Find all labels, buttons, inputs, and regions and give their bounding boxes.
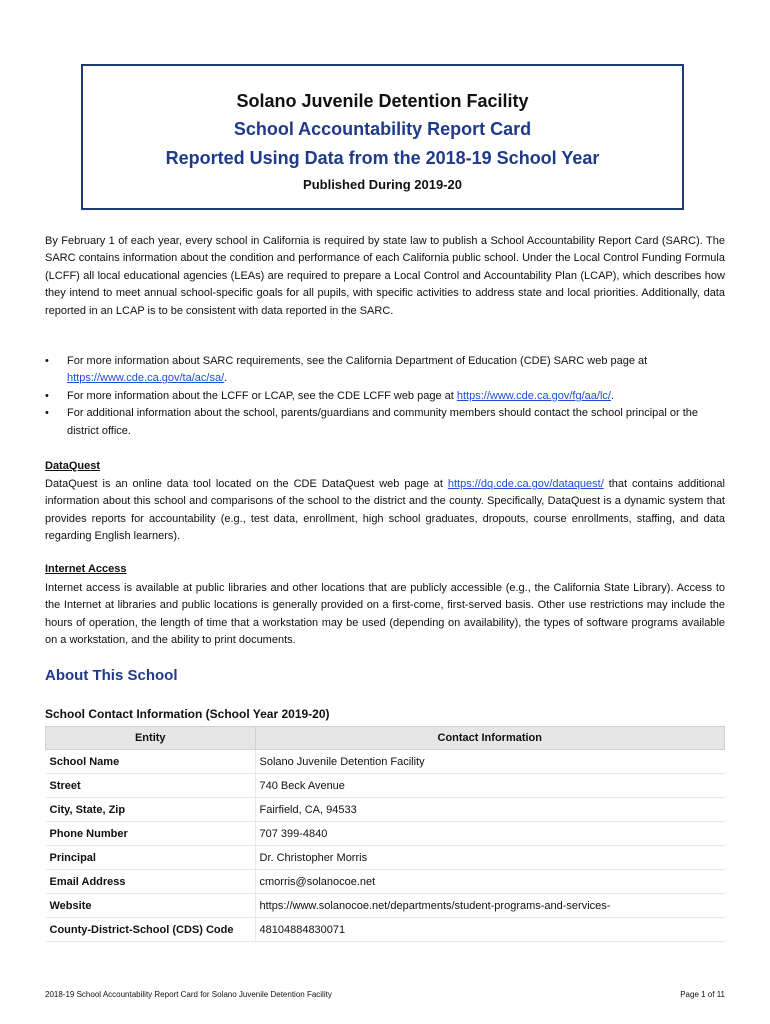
row-label: Website [46,894,256,918]
row-value: Dr. Christopher Morris [255,846,725,870]
row-label: City, State, Zip [46,798,256,822]
contact-table-title: School Contact Information (School Year 2019-20) [45,707,330,721]
table-header-row [46,727,725,750]
page-number: Page 1 of 11 [680,990,725,999]
row-label: Principal [46,846,256,870]
bullet-contact-text: For additional information about the school, parents/guardians and community members should contact the school principal or the district office. [67,407,699,437]
col-entity-header: Entity [46,727,256,750]
row-value: Solano Juvenile Detention Facility [255,750,725,774]
col-contact-header: Contact Information [255,727,725,750]
footer-title: 2018-19 School Accountability Report Card for Solano Juvenile Detention Facility [45,990,332,999]
dataquest-heading: DataQuest [45,460,101,472]
table-row [46,870,725,894]
bullet-lcff-end: . [610,389,615,402]
row-label: Street [46,774,256,798]
table-row [46,750,725,774]
published-date: Published During 2019-20 [303,177,462,192]
table-row [46,918,725,942]
row-value: Fairfield, CA, 94533 [255,798,725,822]
row-value: 707 399-4840 [255,822,725,846]
info-bullet-list [45,353,725,440]
title-box [81,64,684,210]
sarc-link[interactable]: https://www.cde.ca.gov/ta/ac/sa/ [67,372,225,385]
dataquest-link[interactable]: https://dq.cde.ca.gov/dataquest/ [447,478,604,490]
website-value[interactable]: https://www.solanocoe.net/departments/student-programs-and-services- [255,894,725,918]
bullet-contact [45,405,725,440]
row-value: 740 Beck Avenue [255,774,725,798]
bullet-lcff-text: For more information about the LCFF or LCAP, see the CDE LCFF web page at [67,389,457,402]
bullet-icon: • [45,407,49,420]
bullet-sarc-end: . [224,372,228,385]
table-row [46,894,725,918]
intro-paragraph: By February 1 of each year, every school in California is required by state law to publish a School Accountability Report Card (SARC). The SARC contains information about the condition and performance of each California public school. Under the Local Control Funding Formula (LCFF) all local educational agencies (LEAs) are required to prepare a Local Control and Accountability Plan (LCAP), which describes how they intend to meet annual school-specific goals for all pupils, with specific activities to address state and local priorities. Additionally, data reported in an LCAP is to be consistent with data reported in the SARC. [45,235,725,317]
bullet-lcff [45,388,725,405]
about-school-heading: About This School [45,667,178,684]
lcff-link[interactable]: https://www.cde.ca.gov/fg/aa/lc/ [456,389,611,402]
table-row [46,822,725,846]
table-row [46,846,725,870]
dataquest-text-1: DataQuest is an online data tool located on the CDE DataQuest web page at [45,478,448,490]
email-value[interactable]: cmorris@solanocoe.net [255,870,725,894]
internet-access-paragraph: Internet access is available at public libraries and other locations that are publicly accessible (e.g., the California State Library). Access to the Internet at libraries and public locations is generally provided on a first-come, first-served basis. Other use restrictions may include the hours of operation, the length of time that a workstation may be used (depending on availability), the types of software programs available on a workstation, and the ability to print documents. [45,582,725,647]
bullet-icon: • [45,355,49,367]
row-value: 48104884830071 [255,918,725,942]
bullet-sarc [45,353,725,388]
dataquest-paragraph [45,476,725,546]
internet-access-heading: Internet Access [45,563,127,575]
dataquest-text-2: that contains additional information about this school and comparisons of the school to the district and the county. Specifically, DataQuest is a dynamic system that provides reports for accountability (e.g., test data, enrollment, high school graduates, dropouts, course enrollments, staffing, and data regarding English learners). [45,478,725,543]
row-label: School Name [46,750,256,774]
table-row [46,798,725,822]
table-row [46,774,725,798]
school-name-title: Solano Juvenile Detention Facility [236,91,529,111]
report-subtitle: Reported Using Data from the 2018-19 School Year [165,148,600,168]
row-label: Email Address [46,870,256,894]
bullet-icon: • [45,389,49,402]
row-label: County-District-School (CDS) Code [46,918,256,942]
row-label: Phone Number [46,822,256,846]
bullet-sarc-text: For more information about SARC requirements, see the California Department of Education (CDE) SARC web page at [67,355,648,367]
report-title: School Accountability Report Card [233,119,532,139]
contact-info-table [45,726,725,942]
